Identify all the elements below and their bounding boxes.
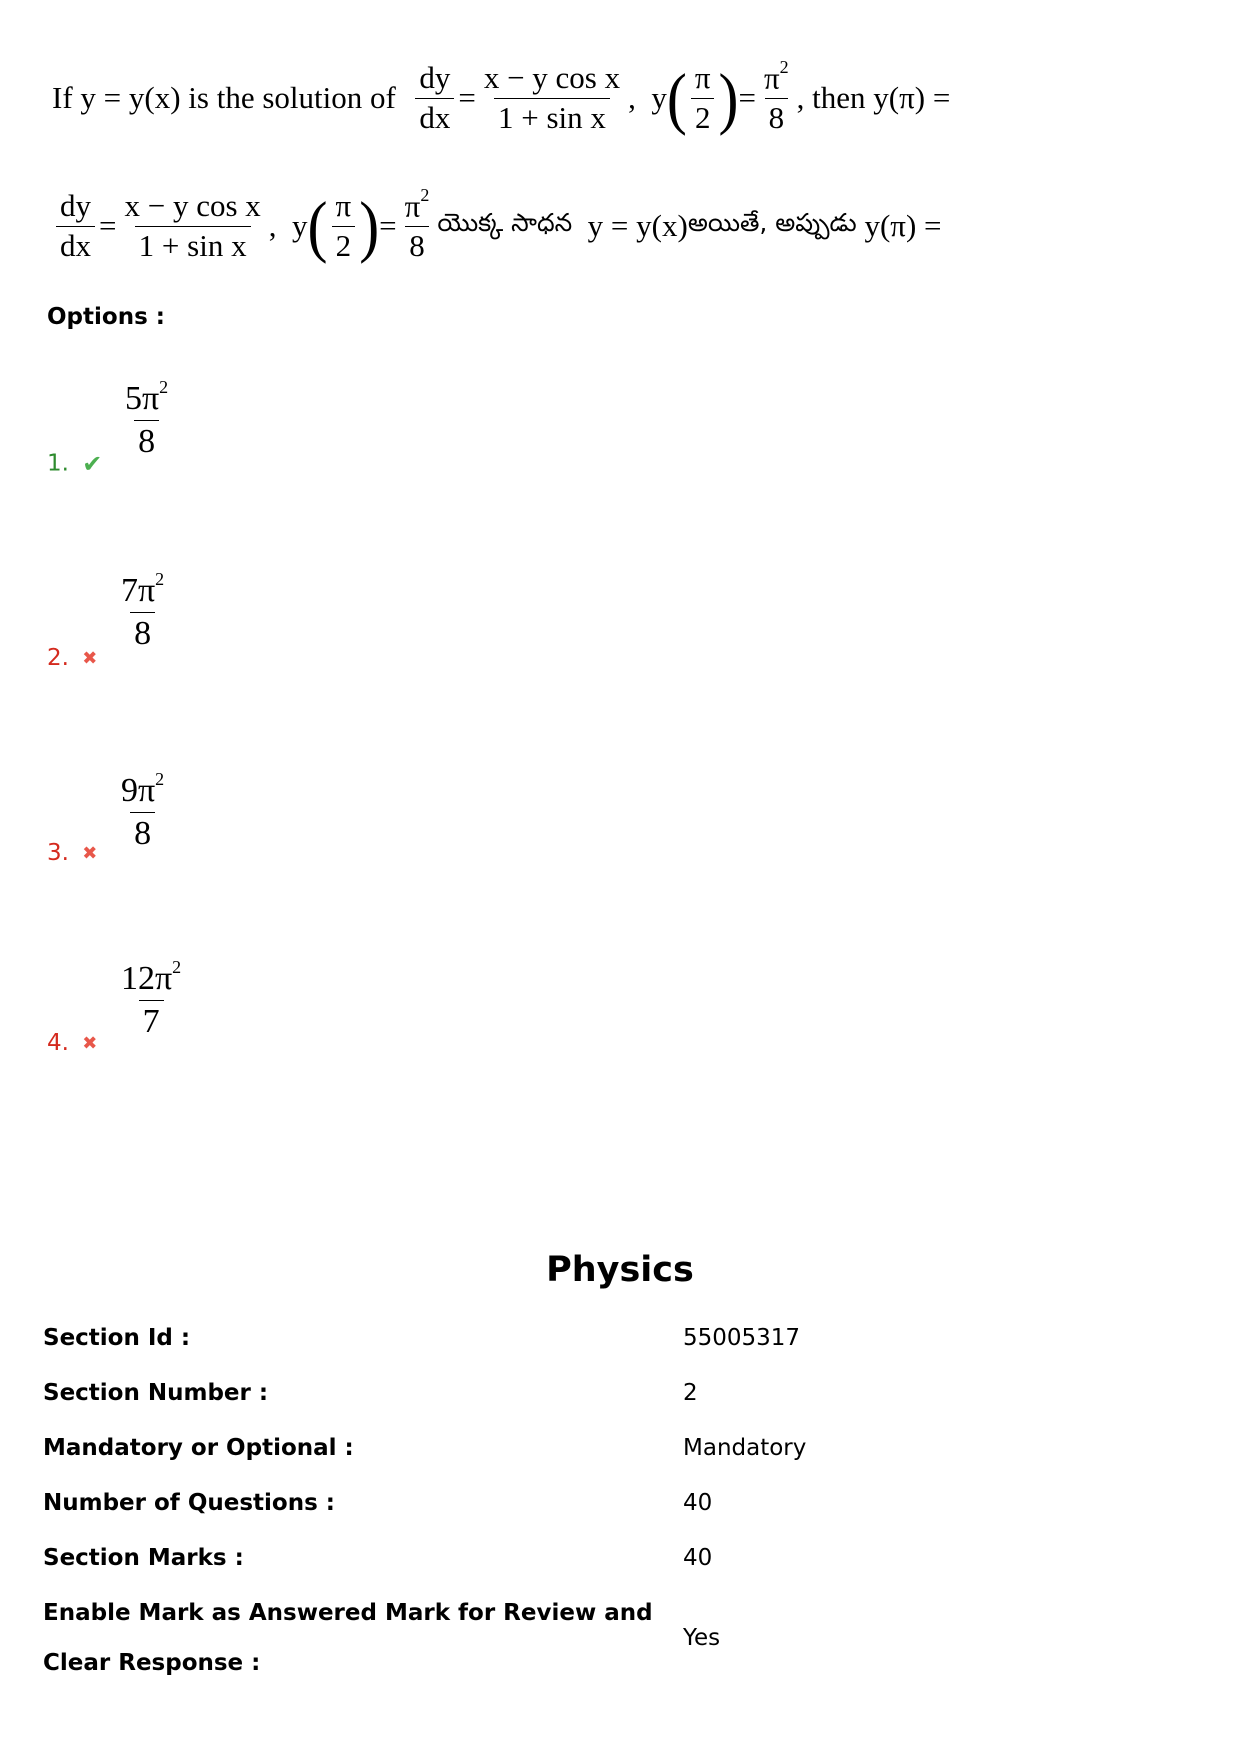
cross-icon: ✖ — [82, 843, 98, 864]
option-4[interactable] — [47, 956, 347, 1070]
t-pi2-sup: 2 — [420, 185, 430, 205]
option-2-number: 2. — [47, 645, 69, 671]
t-eight: 8 — [405, 226, 429, 263]
t-pi: π — [335, 188, 352, 224]
t-comma: , — [268, 208, 277, 244]
t-pi-over-2 — [332, 190, 356, 262]
cross-icon: ✖ — [82, 648, 98, 669]
t-rhs-num: x − y cos x — [124, 188, 261, 224]
t-dydx — [56, 190, 95, 262]
q-ask: y(π) = — [873, 80, 951, 116]
t-dydx-num: dy — [60, 188, 91, 224]
q-dydx — [415, 62, 454, 134]
option-1[interactable] — [47, 376, 347, 490]
q-pi-over-2 — [691, 62, 715, 134]
t-paren-close: ) — [359, 188, 380, 265]
q-eq: = — [458, 80, 476, 116]
q-two: 2 — [691, 98, 715, 135]
section-marks-value: 40 — [683, 1545, 713, 1571]
option-4-sup: 2 — [172, 956, 182, 977]
option-3-fraction — [113, 768, 172, 852]
section-title: Physics — [546, 1250, 694, 1290]
number-of-questions-value: 40 — [683, 1490, 713, 1516]
option-3-number: 3. — [47, 840, 69, 866]
t-eq: = — [99, 208, 117, 244]
option-2-den: 8 — [130, 612, 155, 652]
option-3-den: 8 — [130, 812, 155, 852]
option-3-coef: 9π — [121, 772, 156, 809]
mandatory-optional-value: Mandatory — [683, 1435, 807, 1461]
section-id-value: 55005317 — [683, 1325, 801, 1351]
option-2-coef: 7π — [121, 572, 156, 609]
t-pi2-num: π — [404, 188, 421, 224]
q-rhs-den: 1 + sin x — [494, 98, 610, 135]
option-1-coef: 5π — [125, 380, 160, 417]
q-rhs — [480, 62, 624, 134]
q-y-def: y = y(x) — [80, 80, 181, 116]
q-comma: , — [628, 80, 636, 116]
option-4-fraction — [113, 956, 189, 1040]
q-pi2-sup: 2 — [779, 57, 789, 77]
option-2[interactable] — [47, 568, 347, 682]
t-word1: యొక్క సాధన — [437, 208, 573, 238]
question-english — [52, 57, 951, 137]
option-2-number-row — [47, 645, 97, 671]
t-dydx-den: dx — [56, 226, 95, 263]
q-eight: 8 — [765, 98, 789, 135]
question-telugu — [52, 185, 942, 265]
section-number-value: 2 — [683, 1380, 698, 1406]
q-dydx-num: dy — [419, 60, 451, 96]
t-paren-open: ( — [307, 188, 328, 265]
option-1-number-row — [47, 450, 102, 478]
t-y-letter: y — [292, 208, 308, 244]
q-dydx-den: dx — [415, 98, 454, 135]
cross-icon: ✖ — [82, 1033, 98, 1054]
option-2-sup: 2 — [155, 568, 165, 589]
q-y-letter: y — [651, 80, 667, 116]
option-2-fraction — [113, 568, 172, 652]
q-paren-close: ) — [718, 60, 739, 137]
options-label: Options : — [47, 304, 165, 330]
q-rhs-num: x − y cos x — [483, 60, 621, 96]
option-1-den: 8 — [134, 420, 159, 460]
q-intro: If — [52, 80, 73, 116]
section-number-label: Section Number : — [43, 1380, 269, 1406]
t-rhs-den: 1 + sin x — [135, 226, 251, 263]
option-4-number: 4. — [47, 1030, 69, 1056]
t-eq-2: = — [379, 208, 397, 244]
option-4-coef: 12π — [121, 960, 173, 997]
mandatory-optional-label: Mandatory or Optional : — [43, 1435, 354, 1461]
q-then: , then — [796, 80, 866, 116]
option-4-den: 7 — [139, 1000, 164, 1040]
q-pi2-num: π — [763, 60, 780, 96]
number-of-questions-label: Number of Questions : — [43, 1490, 335, 1516]
enable-mark-value: Yes — [683, 1625, 721, 1651]
option-4-number-row — [47, 1030, 97, 1056]
q-pi2-over-8 — [760, 57, 793, 135]
t-ask: y(π) = — [864, 208, 942, 244]
q-pi: π — [694, 60, 711, 96]
option-3-number-row — [47, 840, 97, 866]
enable-mark-label-line1: Enable Mark as Answered Mark for Review and — [43, 1600, 653, 1626]
option-1-number: 1. — [47, 450, 69, 477]
section-marks-label: Section Marks : — [43, 1545, 244, 1571]
option-1-sup: 2 — [159, 376, 169, 397]
t-word2: అయితే, అప్పుడు — [687, 208, 857, 238]
q-eq-2: = — [738, 80, 756, 116]
option-3[interactable] — [47, 768, 347, 882]
option-3-sup: 2 — [155, 768, 165, 789]
t-pi2-over-8 — [401, 185, 434, 263]
option-1-fraction — [117, 376, 176, 460]
q-middle: is the solution of — [188, 80, 396, 116]
section-id-label: Section Id : — [43, 1325, 191, 1351]
check-icon: ✔ — [82, 450, 103, 478]
t-two: 2 — [332, 226, 356, 263]
t-y-def: y = y(x) — [587, 208, 688, 244]
q-paren-open: ( — [666, 60, 687, 137]
t-rhs — [120, 190, 264, 262]
enable-mark-label-line2: Clear Response : — [43, 1650, 261, 1676]
